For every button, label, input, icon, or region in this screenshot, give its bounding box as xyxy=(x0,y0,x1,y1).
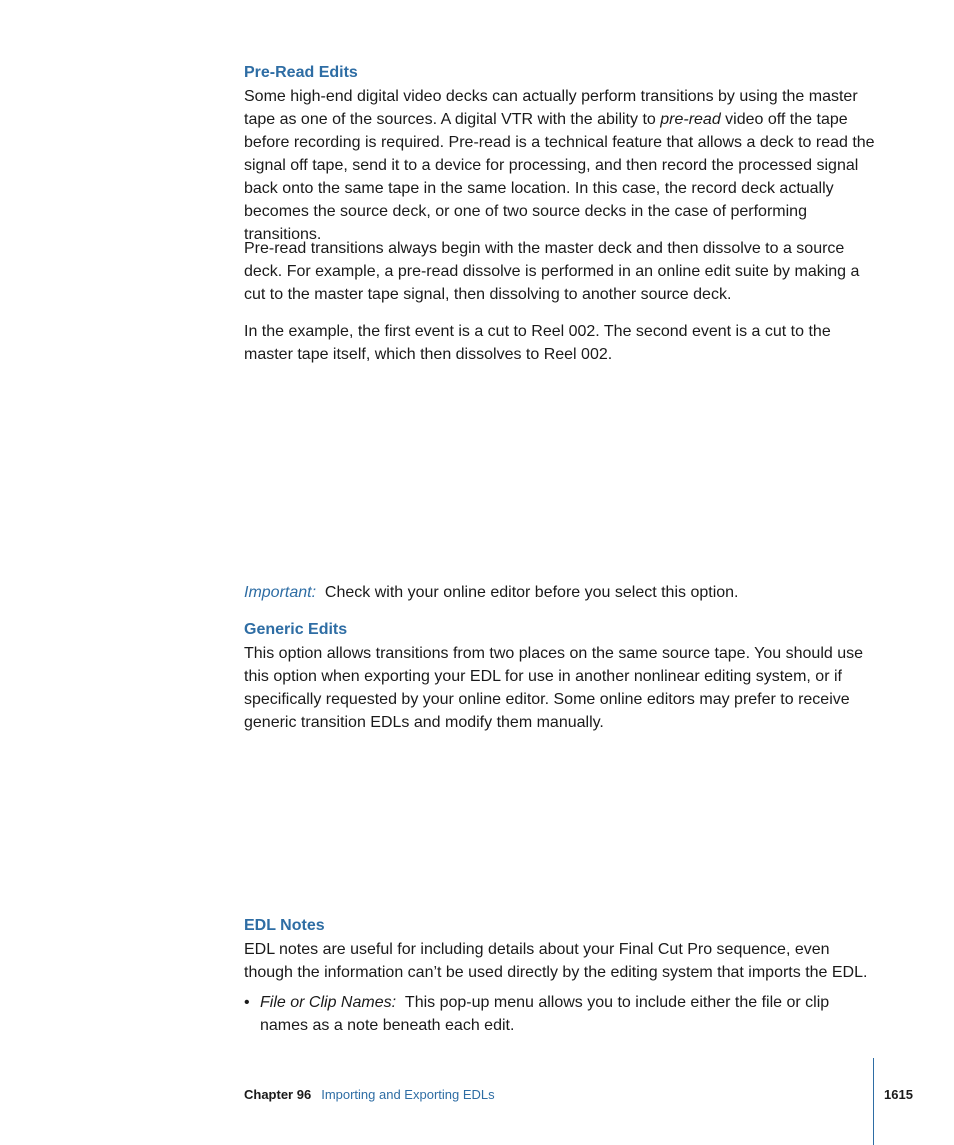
page-number: 1615 xyxy=(884,1087,913,1102)
generic-paragraph-1: This option allows transitions from two places on the same source tape. You should use this option when exporting your EDL for use in another nonlinear editing system, or if specifically requested by your online editor. Some online editors may prefer to receive generic transition EDLs and modify them manually. xyxy=(244,645,864,731)
preread-paragraph-1 xyxy=(244,85,880,246)
footer-divider xyxy=(873,1058,874,1145)
footer-chapter xyxy=(244,1086,495,1104)
footer-chapter-number: Chapter 96 xyxy=(244,1087,312,1102)
notes-bullet-item xyxy=(260,991,880,1037)
preread-paragraph-2: Pre-read transitions always begin with the master deck and then dissolve to a source deck. For example, a pre-read dissolve is performed in an online edit suite by making a cut to the master tape signal, then dissolving to another source deck. xyxy=(244,240,860,303)
section-heading-notes: EDL Notes xyxy=(244,917,325,934)
preread-term: pre-read xyxy=(660,111,721,128)
notes-paragraph-1: EDL notes are useful for including details about your Final Cut Pro sequence, even though the information can’t be used directly by the editing system that imports the EDL. xyxy=(244,941,868,981)
important-note xyxy=(244,581,880,604)
bullet-dot: • xyxy=(244,994,250,1011)
preread-p1-start: Some high-end digital video decks can actually perform transitions by using the master tape as one of the sources. A digital VTR with the ability to xyxy=(244,88,858,128)
preread-paragraph-3: In the example, the first event is a cut to Reel 002. The second event is a cut to the master tape itself, which then dissolves to Reel 002. xyxy=(244,323,831,363)
bullet-label: File or Clip Names: xyxy=(260,994,397,1011)
important-label: Important: xyxy=(244,584,317,601)
important-text: Check with your online editor before you select this option. xyxy=(324,584,739,601)
preread-p1-end: video off the tape before recording is required. Pre-read is a technical feature that allows a deck to read the signal off tape, send it to a device for processing, and then record the processed signal back onto the same tape in the same location. In this case, the record deck actually becomes the source deck, or one of two source decks in the case of performing transitions. xyxy=(244,111,875,243)
footer-chapter-title: Importing and Exporting EDLs xyxy=(321,1087,495,1102)
bullet-text: This pop-up menu allows you to include either the file or clip names as a note beneath each edit. xyxy=(260,994,830,1034)
section-heading-generic: Generic Edits xyxy=(244,621,348,638)
section-heading-preread: Pre-Read Edits xyxy=(244,64,358,81)
